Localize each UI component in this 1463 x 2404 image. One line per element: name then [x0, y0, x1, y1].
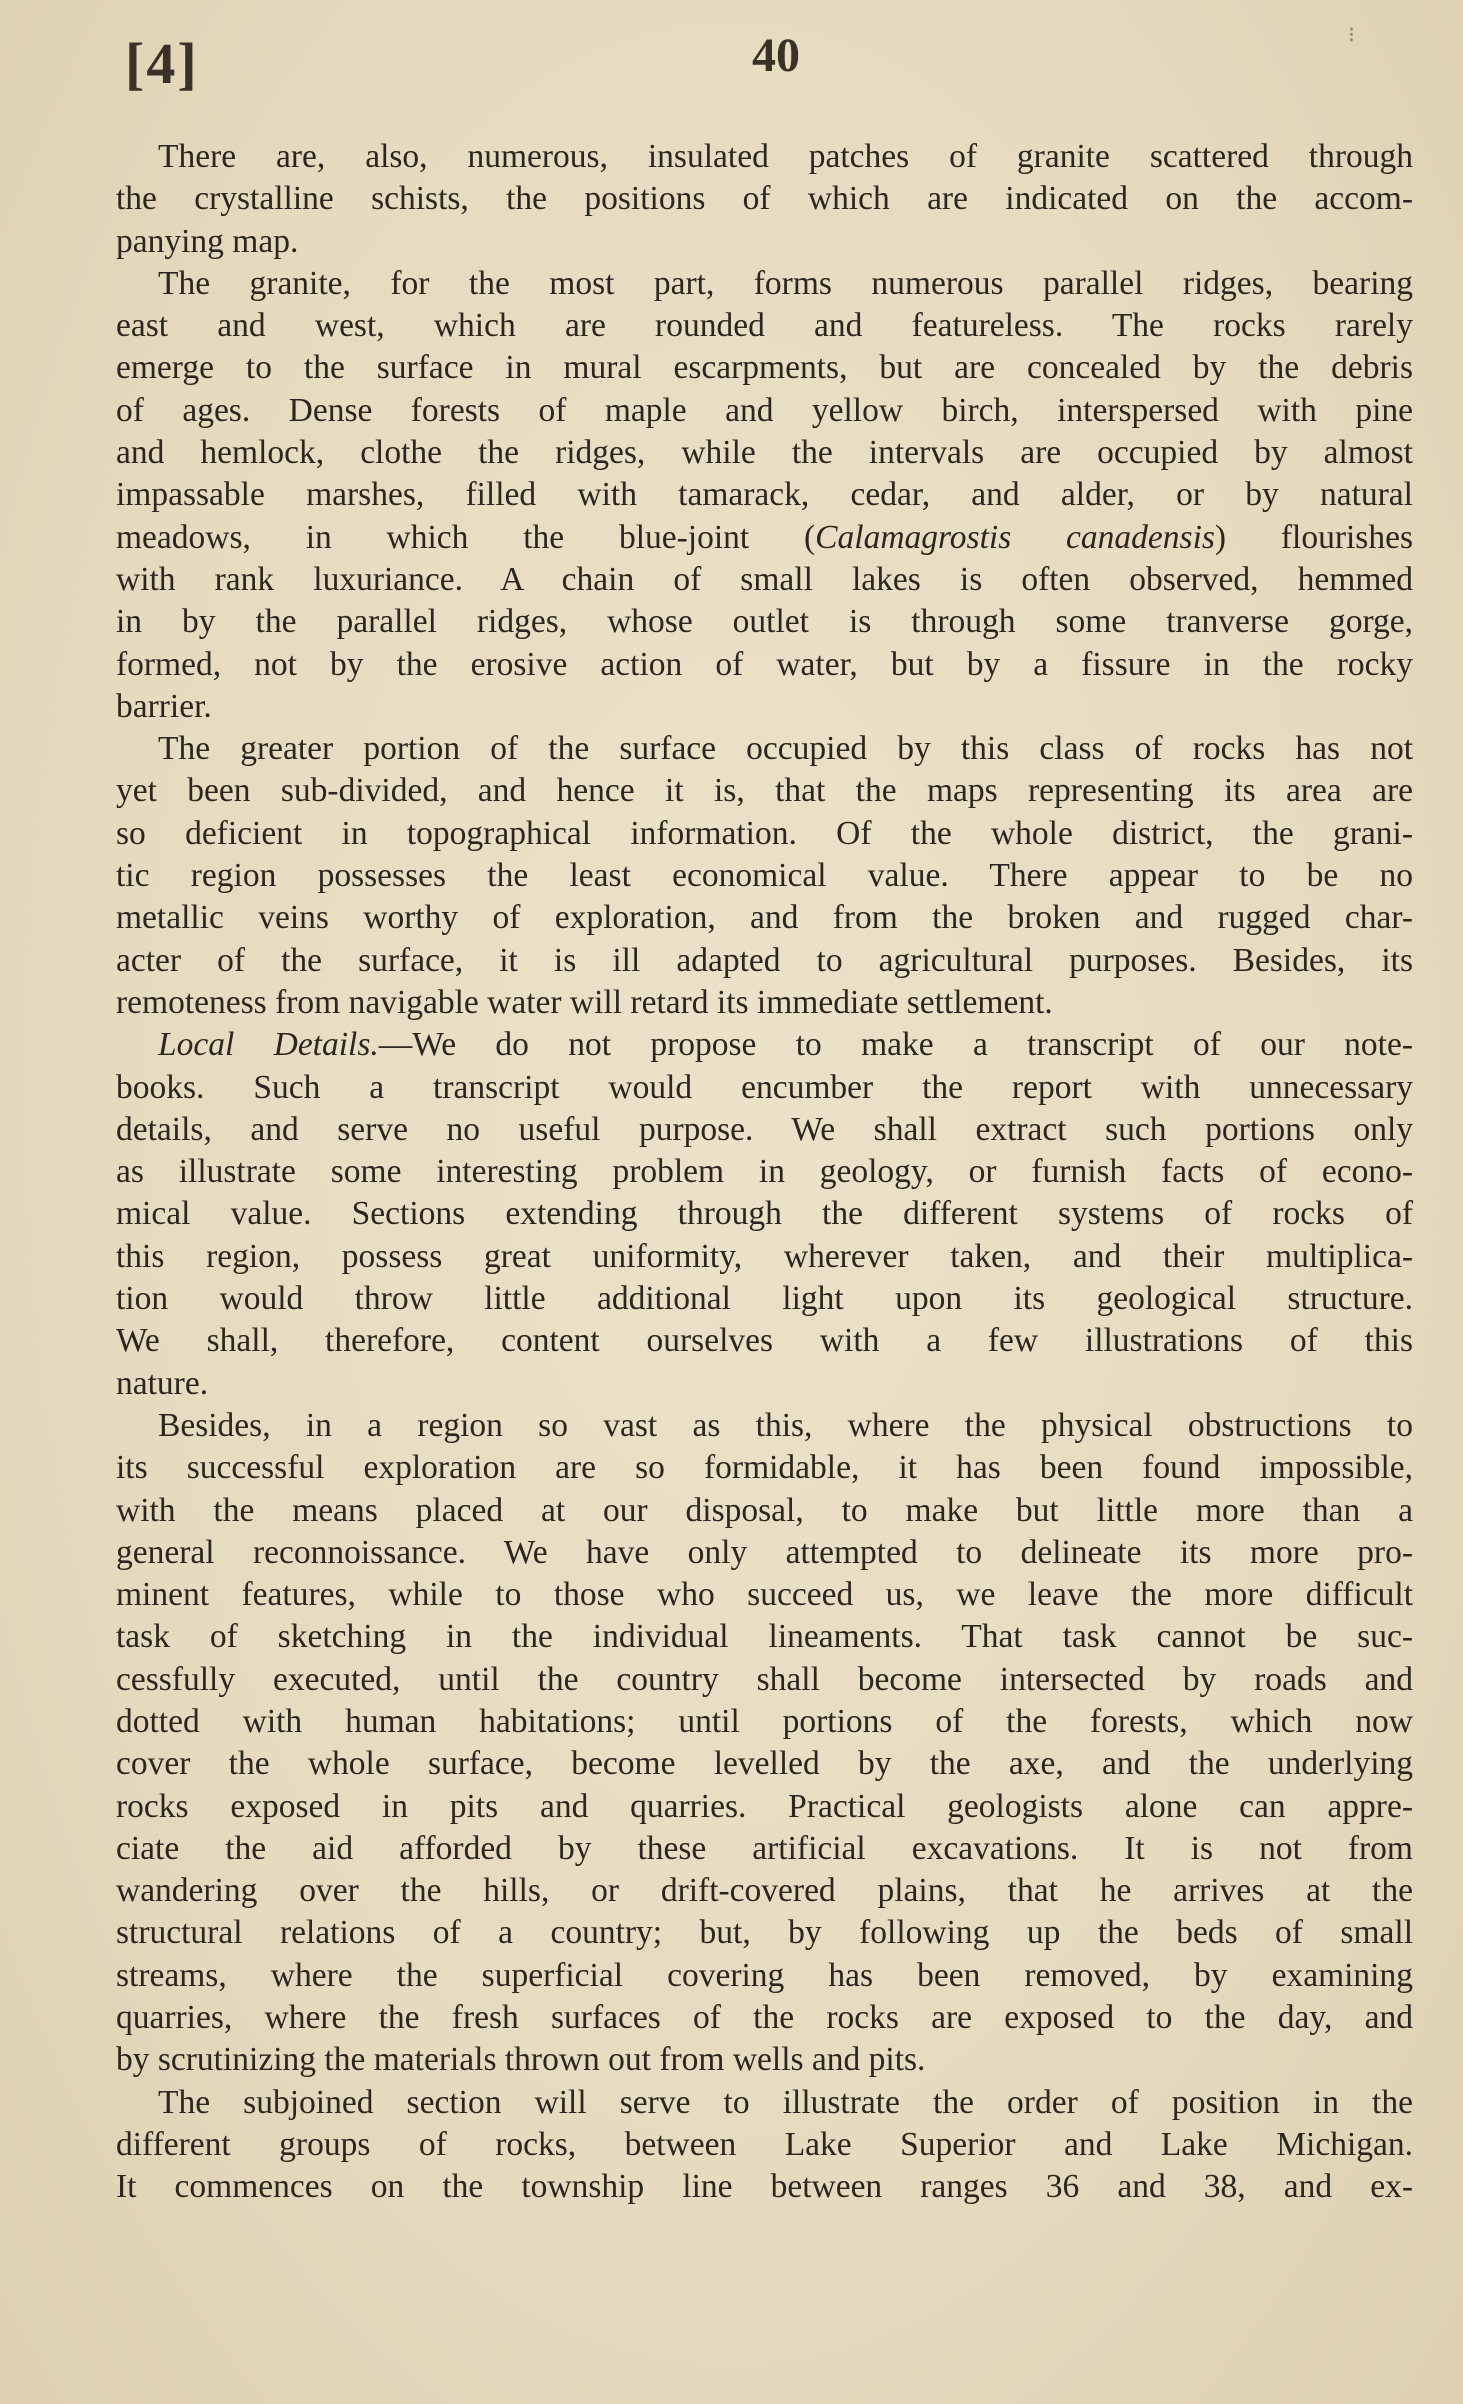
text-line: east and west, which are rounded and featureless. The rocks rarely	[116, 307, 1413, 345]
text-line: books. Such a transcript would encumber the report with unnecessary	[116, 1068, 1413, 1106]
text-line: details, and serve no useful purpose. We shall extract such portions only	[116, 1110, 1413, 1148]
text-line: this region, possess great uniformity, wherever taken, and their multiplica-	[116, 1237, 1413, 1275]
text-line: and hemlock, clothe the ridges, while the intervals are occupied by almost	[116, 434, 1413, 472]
text-line: We shall, therefore, content ourselves with a few illustrations of this	[116, 1322, 1413, 1360]
text-line: by scrutinizing the materials thrown out from wells and pits.	[116, 2041, 926, 2079]
text-line: yet been sub-divided, and hence it is, that the maps representing its area are	[116, 772, 1413, 810]
page-number: 40	[752, 29, 800, 82]
text-line: so deficient in topographical information. Of the whole district, the grani-	[116, 814, 1413, 852]
text-line: general reconnoissance. We have only attempted to delineate its more pro-	[116, 1533, 1413, 1571]
text-line: the crystalline schists, the positions of which are indicated on the accom-	[116, 180, 1413, 218]
text-line: as illustrate some interesting problem in geology, or furnish facts of econo-	[116, 1153, 1413, 1191]
text-line: Besides, in a region so vast as this, where the physical obstructions to	[158, 1406, 1413, 1444]
text-line: cessfully executed, until the country shall become intersected by roads and	[116, 1660, 1413, 1698]
text-line: barrier.	[116, 687, 212, 725]
text-line: quarries, where the fresh surfaces of the rocks are exposed to the day, and	[116, 1999, 1413, 2037]
text-line: The greater portion of the surface occupied by this class of rocks has not	[158, 730, 1413, 768]
text-line: structural relations of a country; but, by following up the beds of small	[116, 1914, 1413, 1952]
text-line: different groups of rocks, between Lake Superior and Lake Michigan.	[116, 2125, 1413, 2163]
text-line: The granite, for the most part, forms numerous parallel ridges, bearing	[158, 264, 1413, 302]
text-line: remoteness from navigable water will retard its immediate settlement.	[116, 983, 1053, 1021]
text-line: Local Details.—We do not propose to make a transcript of our note-	[158, 1026, 1413, 1064]
text-line: in by the parallel ridges, whose outlet is through some tranverse gorge,	[116, 603, 1413, 641]
text-line: with the means placed at our disposal, to make but little more than a	[116, 1491, 1413, 1529]
text-line: rocks exposed in pits and quarries. Practical geologists alone can appre-	[116, 1787, 1413, 1825]
text-line: of ages. Dense forests of maple and yellow birch, interspersed with pine	[116, 391, 1413, 429]
text-line: acter of the surface, it is ill adapted to agricultural purposes. Besides, its	[116, 941, 1413, 979]
text-line: dotted with human habitations; until portions of the forests, which now	[116, 1702, 1413, 1740]
text-line: The subjoined section will serve to illustrate the order of position in the	[158, 2083, 1413, 2121]
italic-text: Local Details.	[158, 1026, 379, 1064]
text-line: ciate the aid afforded by these artificial excavations. It is not from	[116, 1829, 1413, 1867]
text-line: impassable marshes, filled with tamarack, cedar, and alder, or by natural	[116, 476, 1413, 514]
text-line: cover the whole surface, become levelled by the axe, and the underlying	[116, 1745, 1413, 1783]
text-line: emerge to the surface in mural escarpments, but are concealed by the debris	[116, 349, 1413, 387]
corner-mark: ⁝	[1348, 22, 1355, 47]
text-line: task of sketching in the individual lineaments. That task cannot be suc-	[116, 1618, 1413, 1656]
text-line: with rank luxuriance. A chain of small lakes is often observed, hemmed	[116, 560, 1413, 598]
text-line: formed, not by the erosive action of water, but by a fissure in the rocky	[116, 645, 1413, 683]
text-line: streams, where the superficial covering has been removed, by examining	[116, 1956, 1413, 1994]
text-line: There are, also, numerous, insulated patches of granite scattered through	[158, 138, 1413, 175]
italic-text: Calamagrostis canadensis	[815, 518, 1215, 556]
text-line: meadows, in which the blue-joint (Calamagrostis canadensis) flourishes	[116, 518, 1413, 556]
text-line: wandering over the hills, or drift-covered plains, that he arrives at the	[116, 1872, 1413, 1910]
text-line: metallic veins worthy of exploration, and from the broken and rugged char-	[116, 899, 1413, 937]
text-line: tic region possesses the least economical value. There appear to be no	[116, 857, 1413, 895]
text-line: panying map.	[116, 222, 299, 260]
text-line: nature.	[116, 1364, 209, 1402]
body-text	[116, 136, 1413, 2209]
text-line: minent features, while to those who succeed us, we leave the more difficult	[116, 1576, 1413, 1614]
document-number: [4]	[125, 31, 199, 96]
text-line: mical value. Sections extending through the different systems of rocks of	[116, 1195, 1413, 1233]
text-line: tion would throw little additional light upon its geological structure.	[116, 1280, 1413, 1318]
text-line: It commences on the township line between ranges 36 and 38, and ex-	[116, 2168, 1413, 2206]
text-line: its successful exploration are so formidable, it has been found impossible,	[116, 1449, 1413, 1487]
